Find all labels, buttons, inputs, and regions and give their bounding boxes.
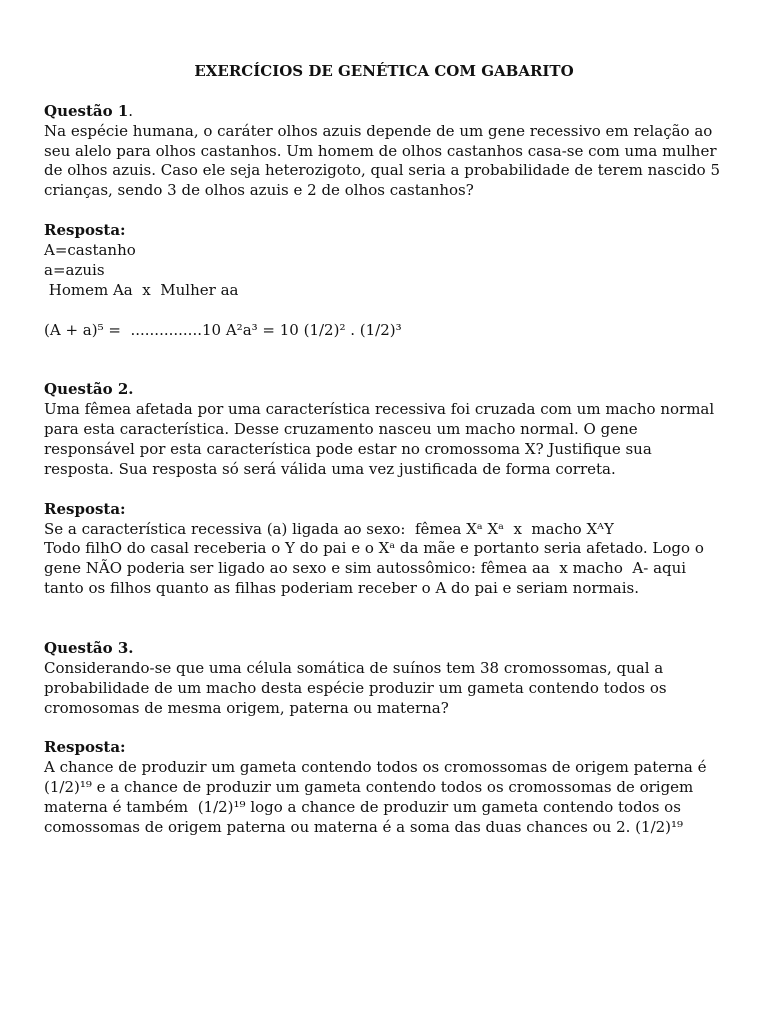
answer-2-label: Resposta: (44, 499, 126, 518)
question-1-heading (44, 102, 744, 122)
question-2-heading: Questão 2. (44, 380, 134, 399)
question-1-text-line: seu alelo para olhos castanhos. Um homem de olhos castanhos casa-se com uma mulher (44, 141, 717, 160)
question-3-text-line: probabilidade de um macho desta espécie produzir um gameta contendo todos os (44, 678, 667, 697)
question-3-text-line: Considerando-se que uma célula somática de suínos tem 38 cromossomas, qual a (44, 658, 664, 677)
question-1-heading-label: Questão 1 (44, 101, 129, 120)
question-1-text-line: Na espécie humana, o caráter olhos azuis depende de um gene recessivo em relação ao (44, 121, 713, 140)
answer-3-line: materna é também (1/2)¹⁹ logo a chance de produzir um gameta contendo todos os (44, 798, 681, 816)
answer-1-line: A=castanho (44, 241, 136, 260)
document-title: EXERCÍCIOS DE GENÉTICA COM GABARITO (194, 62, 574, 80)
answer-3-line: A chance de produzir um gameta contendo todos os cromossomas de origem paterna é (44, 758, 707, 777)
question-3-text-line: cromosomas de mesma origem, paterna ou materna? (44, 698, 449, 717)
answer-1-formula: (A + a)⁵ = ...............10 A²a³ = 10 (1/2)² . (1/2)³ (44, 320, 402, 339)
question-3-heading: Questão 3. (44, 638, 134, 657)
question-2-text-line: Uma fêmea afetada por uma característica recessiva foi cruzada com um macho normal (44, 400, 715, 419)
answer-3-label: Resposta: (44, 738, 126, 757)
question-1-text-line: de olhos azuis. Caso ele seja heterozigoto, qual seria a probabilidade de terem nascido 5 (44, 161, 721, 180)
answer-1-line: a=azuis (44, 260, 105, 279)
answer-2-line: Se a característica recessiva (a) ligada ao sexo: fêmea Xᵃ Xᵃ x macho XᴬY (44, 519, 614, 538)
question-2-text-line: resposta. Sua resposta só será válida uma vez justificada de forma correta. (44, 459, 616, 478)
answer-2-line: gene NÃO poderia ser ligado ao sexo e sim autossômico: fêmea aa x macho A- aqui (44, 559, 687, 578)
answer-2-line: Todo filhO do casal receberia o Y do pai e o Xᵃ da mãe e portanto seria afetado. Logo o (44, 539, 704, 558)
answer-1-line: Homem Aa x Mulher aa (44, 280, 239, 299)
answer-1-label: Resposta: (44, 221, 126, 240)
question-2-text-line: responsável por esta característica pode estar no cromossoma X? Justifique sua (44, 439, 652, 458)
question-2-text-line: para esta característica. Desse cruzamento nasceu um macho normal. O gene (44, 420, 638, 439)
document-body (44, 102, 744, 838)
answer-3-line: comossomas de origem paterna ou materna é a soma das duas chances ou 2. (1/2)¹⁹ (44, 817, 684, 836)
answer-3-line: (1/2)¹⁹ e a chance de produzir um gameta contendo todos os cromossomas de origem (44, 778, 694, 797)
answer-2-line: tanto os filhos quanto as filhas poderiam receber o A do pai e seriam normais. (44, 579, 639, 598)
question-1-heading-suffix: . (128, 101, 134, 120)
question-1-text-line: crianças, sendo 3 de olhos azuis e 2 de olhos castanhos? (44, 181, 474, 200)
